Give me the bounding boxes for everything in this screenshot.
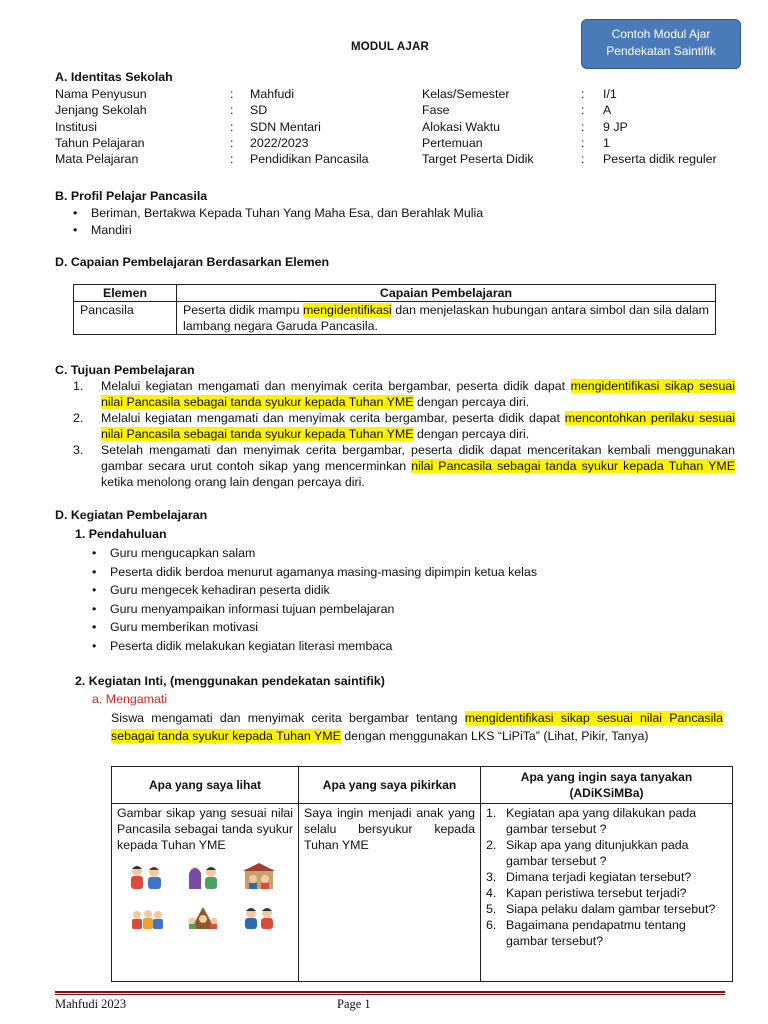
item-text: Setelah mengamati dan menyimak cerita bergambar, peserta didik dapat menceritakan kembali menggunakan gambar secara urut contoh sikap yang mencerminkan: [101, 443, 735, 473]
highlight-text: mengidentifikasi sikap sesuai nilai Pancasila sebagai tanda syukur kepada Tuhan YME: [101, 379, 735, 409]
footer-author: Mahfudi 2023: [55, 997, 127, 1011]
identity-label: Nama Penyusun: [55, 87, 147, 101]
identity-value: SD: [250, 103, 268, 118]
question-text: Kapan peristiwa tersebut terjadi?: [506, 886, 687, 900]
header-line: Apa yang ingin saya tanyakan: [520, 770, 693, 784]
identity-label: Target Peserta Didik: [422, 152, 534, 167]
list-item: • Mandiri: [73, 222, 483, 239]
question-item: [486, 901, 727, 917]
capaian-heading: D. Capaian Pembelajaran Berdasarkan Elemen: [55, 255, 330, 269]
lks-table: [111, 766, 733, 982]
table-cell: Saya ingin menjadi anak yang selalu bersyukur kepada Tuhan YME: [299, 804, 481, 982]
list-item: • Beriman, Bertakwa Kepada Tuhan Yang Maha Esa, dan Berahlak Mulia: [73, 205, 483, 222]
mengamati-heading: a. Mengamati: [92, 692, 168, 706]
identity-value: 9 JP: [603, 119, 628, 134]
highlight-text: mengidentifikasi sikap sesuai nilai Pancasila sebagai tanda syukur kepada Tuhan YME: [111, 711, 724, 743]
identity-row: [55, 119, 745, 135]
list-item: [55, 442, 735, 490]
question-number: 1.: [486, 806, 497, 820]
cell-text: Peserta didik mampu: [183, 303, 303, 317]
people-illustration-icon: [127, 903, 167, 931]
identity-label: Kelas/Semester: [422, 87, 510, 101]
table-header: Capaian Pembelajaran: [177, 285, 716, 302]
question-item: [486, 869, 727, 885]
paragraph-text: Siswa mengamati dan menyimak cerita bergambar tentang: [111, 711, 465, 725]
list-item: • Peserta didik berdoa menurut agamanya masing-masing dipimpin ketua kelas: [92, 563, 537, 582]
identity-grid: [55, 86, 745, 167]
highlight-text: nilai Pancasila sebagai tanda syukur kepada Tuhan YME: [411, 459, 735, 473]
identity-row: [55, 151, 745, 167]
pendahuluan-list: [92, 544, 537, 656]
table-cell: [481, 804, 733, 982]
question-item: [486, 885, 727, 901]
identity-label: Tahun Pelajaran: [55, 135, 145, 150]
list-number: 3.: [73, 443, 84, 457]
header-line: (ADiKSiMBa): [569, 786, 644, 800]
identity-value: A: [603, 103, 612, 118]
table-header: Elemen: [74, 285, 177, 302]
question-item: [486, 837, 727, 869]
table-header: Apa yang saya lihat: [112, 767, 299, 804]
identity-colon: :: [581, 135, 585, 150]
profil-list: [73, 205, 483, 239]
question-text: Sikap apa yang ditunjukkan pada gambar tersebut ?: [506, 838, 689, 868]
list-item: [55, 410, 735, 442]
table-row: [112, 804, 733, 982]
identity-row: [55, 86, 745, 102]
identity-label: Jenjang Sekolah: [55, 103, 147, 118]
identity-value: 2022/2023: [250, 135, 309, 150]
tujuan-list: [55, 378, 735, 490]
item-text: ketika menolong orang lain dengan percaya diri.: [101, 475, 365, 489]
identity-colon: :: [230, 87, 234, 101]
kegiatan-inti-heading: 2. Kegiatan Inti, (menggunakan pendekatan saintifik): [75, 674, 385, 688]
list-item: • Peserta didik melakukan kegiatan literasi membaca: [92, 637, 537, 656]
question-text: Kegiatan apa yang dilakukan pada gambar tersebut ?: [506, 806, 697, 836]
identity-label: Institusi: [55, 119, 98, 134]
question-number: 3.: [486, 870, 497, 884]
list-item: • Guru menyampaikan informasi tujuan pembelajaran: [92, 600, 537, 619]
paragraph-text: dengan menggunakan LKS “LiPiTa” (Lihat, Pikir, Tanya): [340, 729, 649, 743]
identity-colon: :: [230, 152, 234, 167]
question-text: Siapa pelaku dalam gambar tersebut?: [506, 902, 716, 916]
question-number: 6.: [486, 918, 497, 932]
people-illustration-icon: [127, 863, 167, 891]
table-row: [74, 302, 716, 335]
identity-value: SDN Mentari: [250, 119, 321, 134]
question-number: 4.: [486, 886, 497, 900]
capaian-table: [73, 284, 716, 335]
identity-colon: :: [230, 103, 234, 118]
item-text: dengan percaya diri.: [413, 427, 530, 441]
identity-row: [55, 102, 745, 118]
list-number: 2.: [73, 411, 84, 425]
section-a-heading: A. Identitas Sekolah: [55, 70, 173, 84]
identity-row: [55, 135, 745, 151]
identity-value: I/1: [603, 87, 617, 101]
mengamati-paragraph: [111, 709, 723, 745]
identity-colon: :: [581, 152, 585, 167]
identity-label: Mata Pelajaran: [55, 152, 139, 167]
table-header: [481, 767, 733, 804]
footer-divider: [55, 991, 725, 993]
identity-colon: :: [581, 103, 585, 118]
section-c-heading: C. Tujuan Pembelajaran: [55, 363, 195, 377]
cell-text: dan menjelaskan hubungan antara simbol dan sila dalam lambang negara Garuda Pancasila.: [183, 303, 709, 333]
people-illustration-icon: [183, 863, 223, 891]
item-text: Melalui kegiatan mengamati dan menyimak cerita bergambar, peserta didik dapat: [101, 411, 565, 425]
identity-label: Pertemuan: [422, 135, 483, 150]
question-item: [486, 805, 727, 837]
page-number: Page 1: [337, 997, 371, 1011]
people-illustration-icon: [183, 903, 223, 931]
identity-colon: :: [230, 135, 234, 150]
list-item: • Guru memberikan motivasi: [92, 618, 537, 637]
people-illustration-icon: [239, 903, 279, 931]
table-cell: [177, 302, 716, 335]
list-item: • Guru mengucapkan salam: [92, 544, 537, 563]
list-item: [55, 378, 735, 410]
identity-label: Fase: [422, 103, 450, 118]
table-cell: Pancasila: [74, 302, 177, 335]
item-text: dengan percaya diri.: [413, 395, 530, 409]
footer-divider: [55, 994, 725, 995]
identity-colon: :: [230, 119, 234, 134]
list-item: • Guru mengecek kehadiran peserta didik: [92, 581, 537, 600]
table-cell: [112, 804, 299, 982]
question-item: [486, 917, 727, 949]
list-number: 1.: [73, 379, 84, 393]
highlight-text: mencontohkan perilaku sesuai nilai Pancasila sebagai tanda syukur kepada Tuhan YME: [101, 411, 735, 441]
question-number: 2.: [486, 838, 497, 852]
question-number: 5.: [486, 902, 497, 916]
badge-line1: Contoh Modul Ajar: [611, 27, 711, 41]
question-text: Dimana terjadi kegiatan tersebut?: [506, 870, 692, 884]
identity-colon: :: [581, 119, 585, 134]
question-text: Bagaimana pendapatmu tentang gambar tersebut?: [506, 918, 686, 948]
identity-label: Alokasi Waktu: [422, 119, 501, 134]
badge-line2: Pendekatan Saintifik: [606, 44, 716, 58]
identity-value: 1: [603, 135, 610, 150]
illustration: [117, 863, 293, 931]
section-b-heading: B. Profil Pelajar Pancasila: [55, 189, 208, 203]
identity-value: Mahfudi: [250, 87, 295, 101]
people-illustration-icon: [239, 863, 279, 891]
pendahuluan-heading: 1. Pendahuluan: [75, 527, 167, 541]
identity-value: Peserta didik reguler: [603, 152, 717, 167]
item-text: Melalui kegiatan mengamati dan menyimak cerita bergambar, peserta didik dapat: [101, 379, 571, 393]
kegiatan-heading: D. Kegiatan Pembelajaran: [55, 508, 208, 522]
identity-value: Pendidikan Pancasila: [250, 152, 369, 167]
highlight-text: mengidentifikasi: [302, 303, 392, 317]
table-header: Apa yang saya pikirkan: [299, 767, 481, 804]
document-title: MODUL AJAR: [350, 41, 430, 53]
identity-colon: :: [581, 87, 585, 101]
cell-text: Gambar sikap yang sesuai nilai Pancasila sebagai tanda syukur kepada Tuhan YME: [117, 806, 293, 852]
